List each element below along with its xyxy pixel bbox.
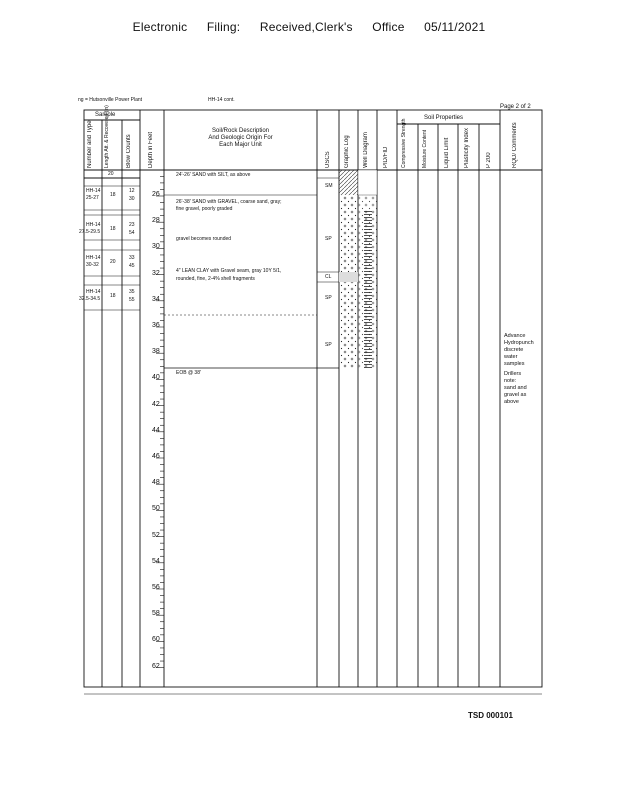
- sample-id: HH-14: [86, 188, 101, 194]
- depth-label: 58: [152, 610, 160, 618]
- sample-length: 18: [110, 226, 116, 232]
- depth-label: 30: [152, 243, 160, 251]
- description-header-line-2: And Geologic Origin For: [208, 135, 273, 141]
- sample-header: Sample: [95, 112, 116, 118]
- depth-label: 36: [152, 322, 160, 329]
- description-text: 4" LEAN CLAY with Gravel seam, gray 10Y 5/1,: [176, 268, 282, 274]
- sample-length: 18: [110, 293, 116, 299]
- comment-line: Drillers: [504, 371, 522, 377]
- sample-id: HH-14: [86, 222, 101, 228]
- sample-interval: 32.5-34.5: [79, 296, 101, 302]
- depth-label: 26: [152, 191, 160, 198]
- header-liquid-limit: Liquid Limit: [444, 137, 450, 168]
- uscs-code: SP: [325, 342, 332, 348]
- footer-document-id: TSD 000101: [468, 711, 513, 720]
- header-moisture-content: Moisture Content: [422, 129, 428, 168]
- sample-interval: 25-27: [86, 195, 99, 201]
- sample-blows-a: 23: [129, 222, 135, 228]
- sample-blows-b: 45: [129, 263, 135, 269]
- depth-label: 32: [152, 269, 160, 277]
- depth-label: 34: [152, 295, 160, 303]
- depth-label: 38: [152, 348, 160, 356]
- comment-line: Advance: [504, 333, 526, 339]
- sample-blows-b: 30: [129, 196, 135, 202]
- description-text: EOB @ 38': [176, 370, 201, 376]
- description-header-line-1: Soil/Rock Description: [211, 128, 270, 134]
- sample-interval: 30-32: [86, 262, 99, 268]
- filing-label: Filing:: [206, 20, 241, 34]
- sample-id: HH-14: [86, 289, 101, 295]
- comments-block: [504, 333, 534, 406]
- comment-line: Hydropunch: [504, 340, 534, 346]
- uscs-code: CL: [325, 274, 332, 280]
- depth-label: 44: [152, 426, 160, 434]
- filing-office: Office: [372, 20, 405, 34]
- depth-label: 52: [152, 531, 160, 539]
- header-pid-fid: PID/FID: [383, 146, 389, 168]
- header-well-diagram: Well Diagram: [363, 132, 369, 168]
- depth-label: 62: [152, 662, 160, 670]
- header-blow-counts: Blow Counts: [126, 134, 132, 168]
- description-text: 24'-26' SAND with SILT, as above: [176, 172, 251, 178]
- header-graphic-log: Graphic Log: [344, 135, 350, 168]
- depth-label: 28: [152, 217, 160, 225]
- depth-label: 48: [152, 479, 160, 487]
- comment-line: gravel as: [504, 392, 527, 398]
- depth-label: 42: [152, 400, 160, 408]
- depth-label: 54: [152, 557, 160, 565]
- description-text: gravel becomes rounded: [176, 236, 232, 242]
- description-text: 26'-38' SAND with GRAVEL, coarse sand, gray;: [176, 199, 282, 205]
- header-number-type: Number and Type: [87, 120, 93, 168]
- boring-id: HH-14 cont.: [208, 97, 235, 103]
- header-compressive-strength: Compressive Strength: [401, 118, 407, 168]
- comment-line: above: [504, 399, 519, 405]
- header-plasticity-index: Plasticity Index: [464, 127, 470, 168]
- header-p200: P 200: [486, 152, 492, 168]
- page-number: Page 2 of 2: [500, 104, 531, 110]
- sample-length: 20: [110, 259, 116, 265]
- comment-line: samples: [504, 361, 525, 367]
- description-header-line-3: Each Major Unit: [219, 142, 262, 148]
- header-length: Length Att. & Recovered (in): [104, 105, 110, 168]
- header-rqd-comments: RQD/ Comments: [512, 122, 518, 168]
- sample-blows-b: 54: [129, 230, 135, 236]
- project-name: ng = Hutsonville Power Plant: [78, 97, 143, 103]
- comment-line: discrete: [504, 347, 524, 353]
- uscs-code: SP: [325, 236, 332, 242]
- depth-label: 46: [152, 453, 160, 460]
- sample-interval: 27.5-29.5: [79, 229, 101, 235]
- header-uscs: USCS: [325, 151, 331, 168]
- depth-label: 56: [152, 584, 160, 591]
- sample-length: 18: [110, 192, 116, 198]
- filing-received: Received,Clerk's: [259, 20, 353, 34]
- depth-label: 60: [152, 636, 160, 644]
- uscs-code: SP: [325, 295, 332, 301]
- sample-blows-a: 33: [129, 255, 135, 261]
- depth-label: 50: [152, 505, 160, 513]
- top-length: 20: [108, 171, 114, 177]
- header-depth: Depth in Feet: [148, 131, 154, 168]
- comment-line: note:: [504, 378, 517, 384]
- sample-blows-a: 12: [129, 188, 135, 194]
- description-text: fine gravel, poorly graded: [176, 206, 233, 212]
- uscs-code: SM: [325, 183, 333, 189]
- sample-blows-b: 55: [129, 297, 135, 303]
- filing-date: 05/11/2021: [424, 20, 486, 34]
- description-text: rounded, fine, 2-4% shell fragments: [176, 276, 255, 282]
- filing-electronic: Electronic: [132, 20, 188, 34]
- comment-line: sand and: [504, 385, 527, 391]
- soil-properties-header: Soil Properties: [424, 115, 464, 121]
- depth-label: 40: [152, 374, 160, 382]
- comment-line: water: [504, 354, 518, 360]
- sample-blows-a: 35: [129, 289, 135, 295]
- sample-id: HH-14: [86, 255, 101, 261]
